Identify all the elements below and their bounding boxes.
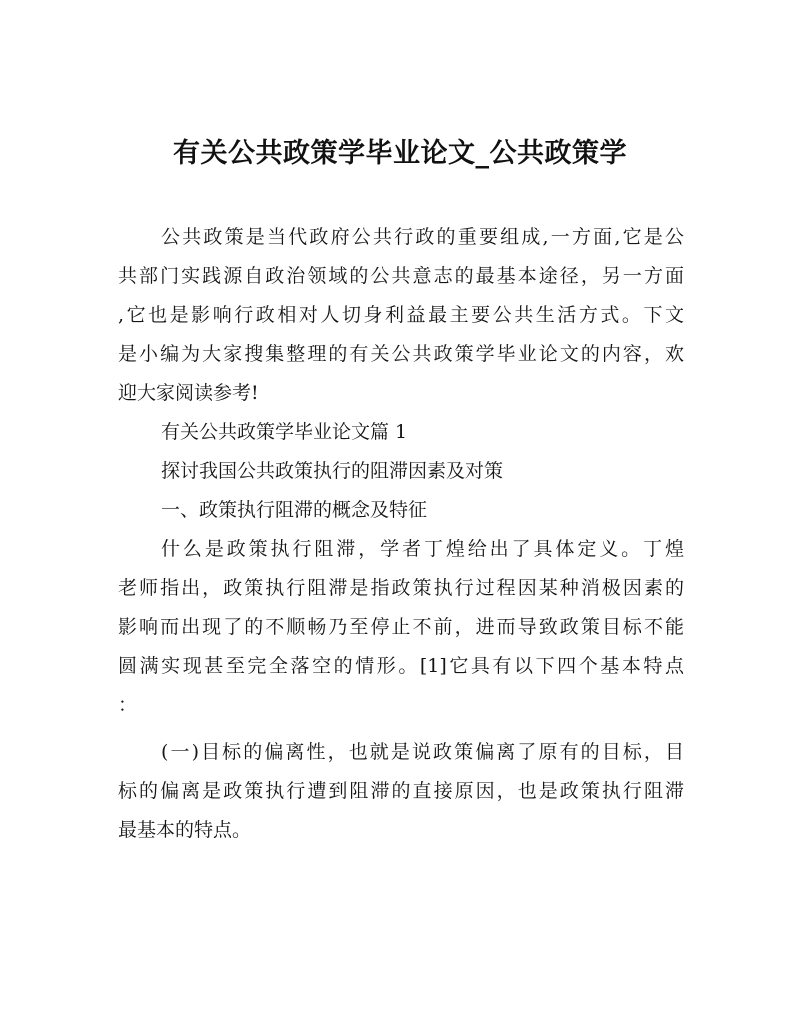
article-heading: 有关公共政策学毕业论文篇 1 [161, 421, 408, 443]
point-one-paragraph [118, 733, 684, 850]
definition-line: 圆满实现甚至完全落空的情形。[1]它具有以下四个基本特点 [118, 655, 684, 677]
paragraph-gap [118, 725, 684, 733]
intro-line: 公共政策是当代政府公共行政的重要组成,一方面,它是公 [161, 226, 684, 248]
intro-line: 共部门实践源自政治领域的公共意志的最基本途径，另一方面 [118, 265, 684, 287]
definition-line: 什么是政策执行阻滞，学者丁煌给出了具体定义。丁煌 [161, 538, 684, 560]
intro-line: 迎大家阅读参考! [118, 382, 259, 404]
document-title: 有关公共政策学毕业论文_公共政策学 [173, 138, 627, 169]
definition-line: 老师指出，政策执行阻滞是指政策执行过程因某种消极因素的 [118, 577, 684, 599]
definition-line: 影响而出现了的不顺畅乃至停止不前，进而导致政策目标不能 [118, 616, 684, 638]
intro-line: ,它也是影响行政相对人切身利益最主要公共生活方式。下文 [118, 304, 684, 326]
point-one-line: 最基本的特点。 [118, 819, 252, 841]
section-heading: 一、政策执行阻滞的概念及特征 [161, 499, 428, 521]
definition-paragraph [118, 530, 684, 725]
definition-line: ： [118, 694, 138, 716]
intro-paragraph [118, 218, 684, 413]
article-title: 探讨我国公共政策执行的阻滞因素及对策 [161, 460, 504, 482]
point-one-line: 标的偏离是政策执行遭到阻滞的直接原因，也是政策执行阻滞 [118, 780, 684, 802]
intro-line: 是小编为大家搜集整理的有关公共政策学毕业论文的内容，欢 [118, 343, 684, 365]
document-body [118, 218, 684, 850]
point-one-line: (一)目标的偏离性，也就是说政策偏离了原有的目标，目 [161, 741, 684, 763]
